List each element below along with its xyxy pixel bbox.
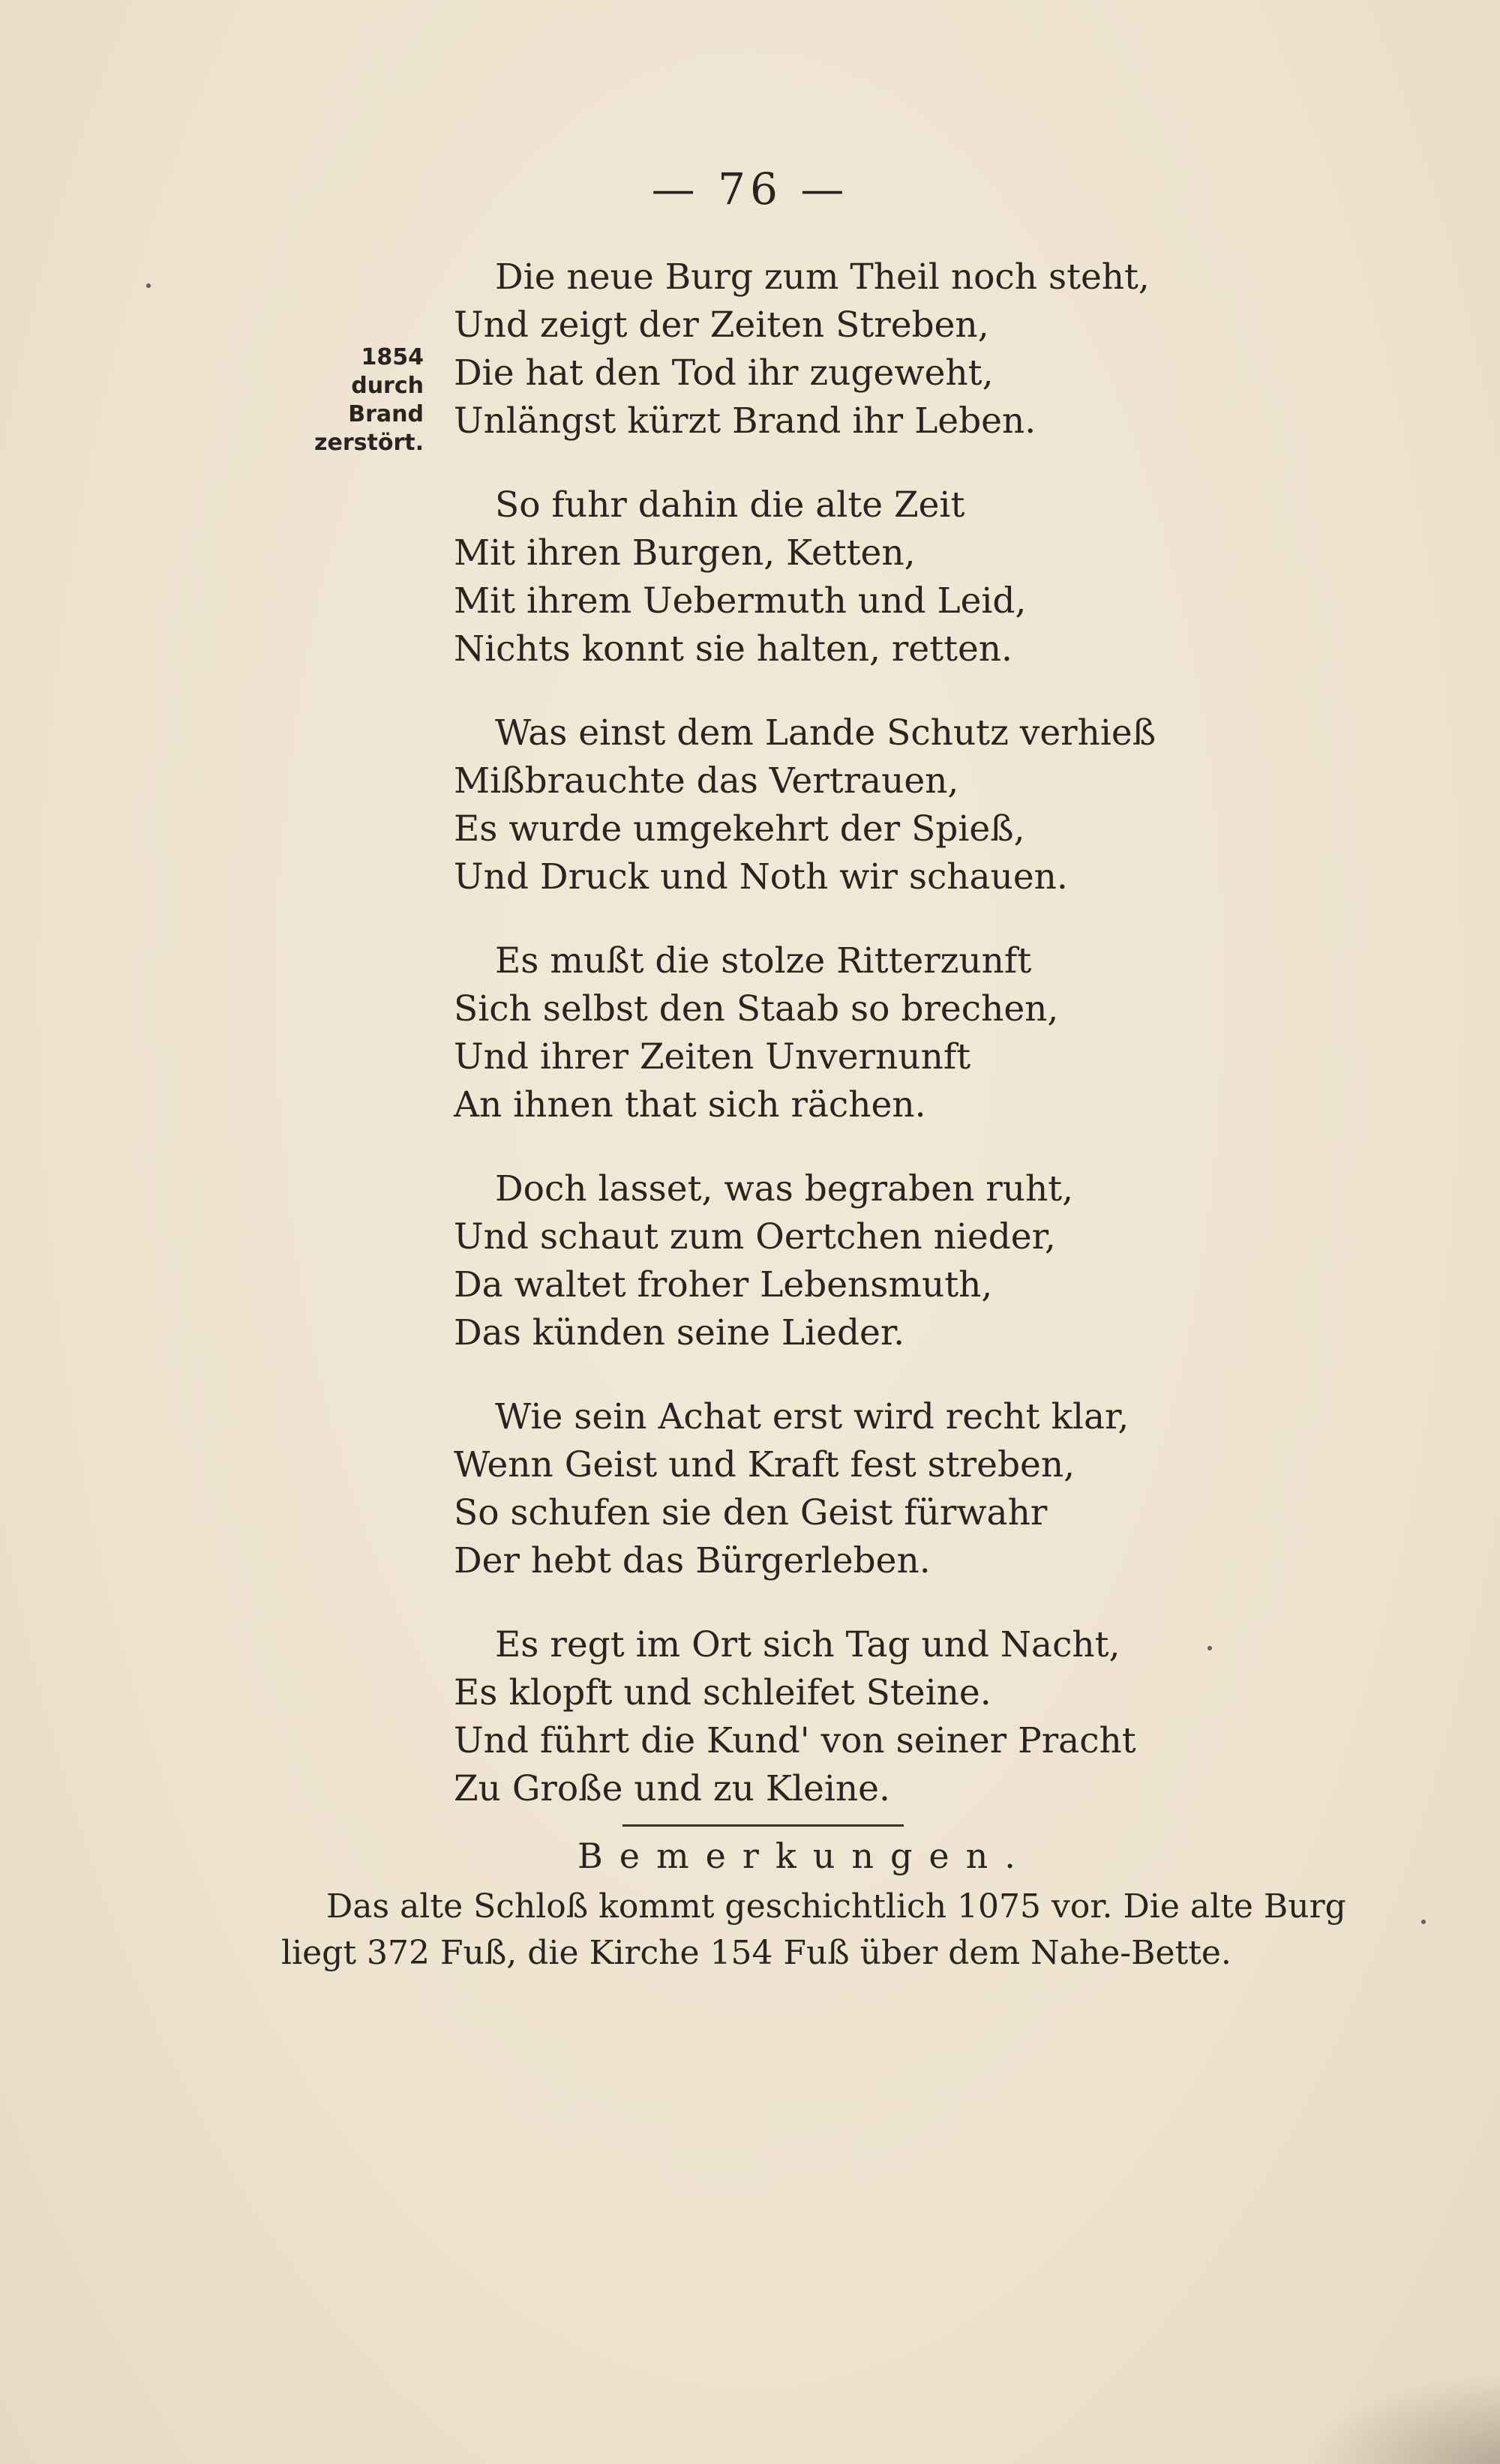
poem-line: Wie sein Achat erst wird recht klar, bbox=[495, 1396, 1130, 1437]
poem-line: Und zeigt der Zeiten Streben, bbox=[454, 304, 989, 346]
divider-rule bbox=[622, 1824, 904, 1827]
notes-text bbox=[281, 1884, 1346, 1977]
poem-line: Das künden seine Lieder. bbox=[454, 1312, 905, 1353]
margin-note-year: 1854 bbox=[361, 344, 424, 370]
poem-line: Und Druck und Noth wir schauen. bbox=[454, 856, 1068, 898]
poem-line: Die neue Burg zum Theil noch steht, bbox=[495, 256, 1150, 298]
poem-line: Was einst dem Lande Schutz verhieß bbox=[495, 712, 1156, 754]
poem-line: Doch lasset, was begraben ruht, bbox=[495, 1168, 1074, 1210]
notes-line-2: liegt 372 Fuß, die Kirche 154 Fuß über dem Nahe-Bette. bbox=[281, 1934, 1232, 1972]
poem bbox=[454, 253, 1399, 1849]
poem-line: Der hebt das Bürgerleben. bbox=[454, 1540, 931, 1581]
poem-line: Sich selbst den Staab so brechen, bbox=[454, 988, 1059, 1030]
poem-line: Es mußt die stolze Ritterzunft bbox=[495, 940, 1032, 982]
poem-line: Mit ihren Burgen, Ketten, bbox=[454, 532, 916, 574]
paper-speck bbox=[1208, 1646, 1212, 1650]
poem-line: Es regt im Ort sich Tag und Nacht, bbox=[495, 1624, 1120, 1665]
page-number: — 76 — bbox=[651, 163, 849, 214]
stanza-6 bbox=[454, 1393, 1399, 1585]
paper-speck bbox=[146, 283, 151, 288]
poem-line: So fuhr dahin die alte Zeit bbox=[495, 484, 965, 526]
poem-line: Unlängst kürzt Brand ihr Leben. bbox=[454, 400, 1036, 442]
stanza-1 bbox=[454, 253, 1399, 445]
notes-line-1: Das alte Schloß kommt geschichtlich 1075 vor. Die alte Burg bbox=[326, 1887, 1346, 1926]
poem-line: Wenn Geist und Kraft fest streben, bbox=[454, 1444, 1076, 1485]
poem-line: Und ihrer Zeiten Unvernunft bbox=[454, 1036, 971, 1078]
poem-line: Da waltet froher Lebensmuth, bbox=[454, 1264, 993, 1305]
paper-speck bbox=[1421, 1920, 1426, 1924]
stanza-3 bbox=[454, 709, 1399, 901]
page-corner-shadow bbox=[1305, 2374, 1500, 2464]
poem-line: Es klopft und schleifet Steine. bbox=[454, 1672, 992, 1713]
margin-note-line2: zerstört. bbox=[314, 430, 424, 456]
poem-line: Nichts konnt sie halten, retten. bbox=[454, 628, 1013, 670]
stanza-7 bbox=[454, 1621, 1399, 1813]
margin-note-line1: durch Brand bbox=[348, 373, 424, 427]
poem-line: Die hat den Tod ihr zugeweht, bbox=[454, 352, 994, 394]
poem-line: So schufen sie den Geist fürwahr bbox=[454, 1492, 1048, 1533]
poem-line: Zu Große und zu Kleine. bbox=[454, 1768, 890, 1809]
poem-line: Und schaut zum Oertchen nieder, bbox=[454, 1216, 1056, 1257]
poem-line: Mit ihrem Uebermuth und Leid, bbox=[454, 580, 1027, 622]
poem-line: An ihnen that sich rächen. bbox=[454, 1084, 926, 1126]
poem-line: Mißbrauchte das Vertrauen, bbox=[454, 760, 959, 802]
margin-note bbox=[274, 343, 424, 457]
stanza-4 bbox=[454, 937, 1399, 1129]
stanza-2 bbox=[454, 481, 1399, 673]
poem-line: Und führt die Kund' von seiner Pracht bbox=[454, 1720, 1136, 1761]
poem-line: Es wurde umgekehrt der Spieß, bbox=[454, 808, 1025, 850]
notes-heading: Bemerkungen. bbox=[578, 1836, 1032, 1876]
stanza-5 bbox=[454, 1165, 1399, 1357]
